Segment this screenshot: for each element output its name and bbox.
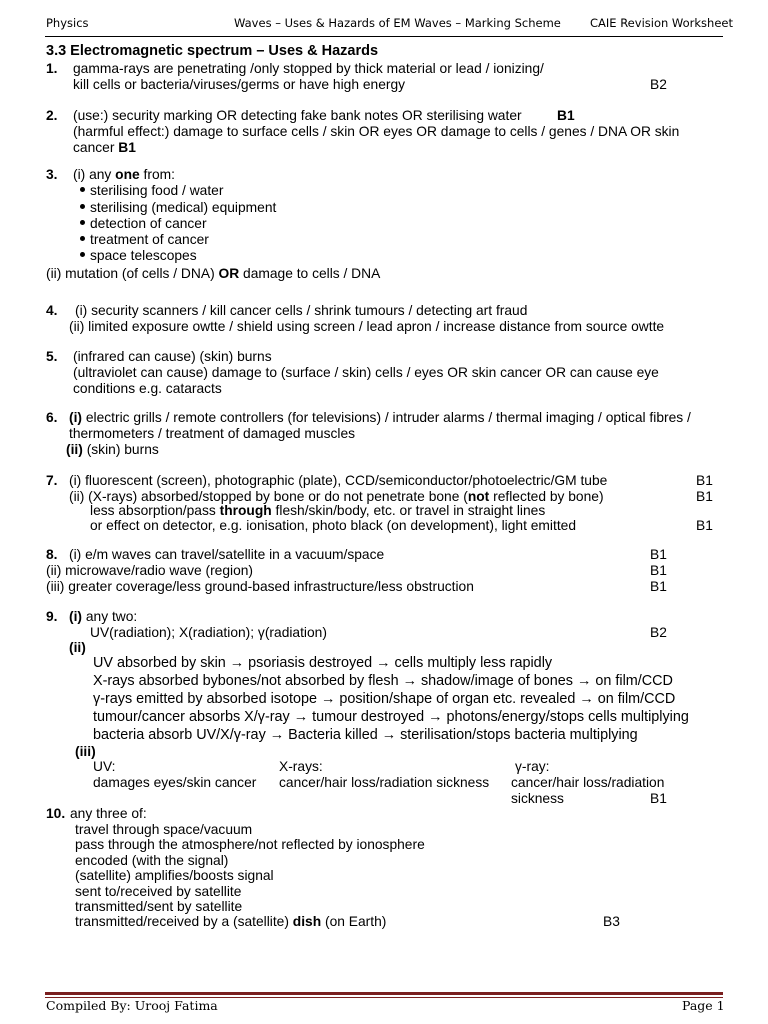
- q5-line-2: (ultraviolet can cause) damage to (surface / skin) cells / eyes OR skin cancer OR can cause eye: [73, 365, 659, 380]
- q7-line-3: less absorption/pass through flesh/skin/body, etc. or travel in straight lines: [90, 503, 546, 518]
- question-5-number: 5.: [46, 349, 58, 364]
- header-worksheet: CAIE Revision Worksheet: [590, 16, 733, 30]
- q8-line-1: (i) e/m waves can travel/satellite in a vacuum/space: [69, 547, 385, 562]
- q3-bullet-1: sterilising food / water: [80, 183, 223, 199]
- footer-rule-thick: [45, 992, 723, 995]
- q3-part-ii: (ii) mutation (of cells / DNA) OR damage to cells / DNA: [46, 266, 381, 281]
- q1-line-2: kill cells or bacteria/viruses/germs or have high energy: [73, 77, 406, 92]
- header-title: Waves – Uses & Hazards of EM Waves – Marking Scheme: [234, 16, 561, 30]
- question-6-number: 6.: [46, 410, 58, 425]
- q9-part-ii-label: (ii): [69, 640, 86, 655]
- q7-mark-2: B1: [696, 489, 713, 504]
- q10-line-1: any three of:: [70, 806, 147, 821]
- question-8-number: 8.: [46, 547, 58, 562]
- footer-compiled-by: Compiled By: Urooj Fatima: [46, 998, 218, 1013]
- q8-mark-3: B1: [650, 579, 667, 594]
- q2-line-3: cancer B1: [73, 140, 136, 155]
- header-subject: Physics: [46, 16, 89, 30]
- bullet-icon: [80, 187, 85, 192]
- q3-bullet-4: treatment of cancer: [80, 232, 209, 248]
- q9-part-i: (i) any two:: [69, 609, 138, 624]
- section-title: 3.3 Electromagnetic spectrum – Uses & Hazards: [46, 43, 379, 59]
- q9-ii-line-2: X-rays absorbed bybones/not absorbed by flesh → shadow/image of bones → on film/CCD: [93, 673, 673, 689]
- q10-mark: B3: [603, 914, 620, 929]
- q9-iii-cell-gamma-1: cancer/hair loss/radiation: [511, 775, 665, 790]
- q9-mark-iii: B1: [650, 791, 667, 806]
- footer-page-number: Page 1: [682, 998, 725, 1013]
- q3-line-1: (i) any one from:: [73, 167, 175, 182]
- header-rule: [45, 36, 723, 37]
- q10-point-4: (satellite) amplifies/boosts signal: [75, 868, 274, 883]
- q1-mark: B2: [650, 77, 667, 92]
- q1-line-1: gamma-rays are penetrating /only stopped by thick material or lead / ionizing/: [73, 61, 544, 76]
- q10-point-1: travel through space/vacuum: [75, 822, 253, 837]
- q9-part-iii-label: (iii): [75, 744, 96, 759]
- q8-mark-1: B1: [650, 547, 667, 562]
- q7-line-2: (ii) (X-rays) absorbed/stopped by bone or do not penetrate bone (not reflected by bone): [69, 489, 604, 504]
- q9-ii-line-5: bacteria absorb UV/X/γ-ray → Bacteria killed → sterilisation/stops bacteria multiplying: [93, 727, 638, 743]
- q4-line-2: (ii) limited exposure owtte / shield using screen / lead apron / increase distance from source owtte: [69, 319, 665, 334]
- bullet-icon: [80, 252, 85, 257]
- q9-iii-header-xrays: X-rays:: [279, 759, 323, 774]
- q3-bullet-5: space telescopes: [80, 248, 197, 264]
- question-7-number: 7.: [46, 473, 58, 488]
- q7-mark-3: B1: [696, 518, 713, 533]
- bullet-icon: [80, 220, 85, 225]
- q8-line-2: (ii) microwave/radio wave (region): [46, 563, 254, 578]
- question-3-number: 3.: [46, 167, 58, 182]
- q5-line-1: (infrared can cause) (skin) burns: [73, 349, 272, 364]
- q6-line-2: thermometers / treatment of damaged muscles: [69, 426, 356, 441]
- q9-ii-line-4: tumour/cancer absorbs X/γ-ray → tumour destroyed → photons/energy/stops cells multiplying: [93, 709, 689, 725]
- q9-iii-cell-uv: damages eyes/skin cancer: [93, 775, 257, 790]
- q10-point-3: encoded (with the signal): [75, 853, 229, 868]
- q2-line-2: (harmful effect:) damage to surface cells / skin OR eyes OR damage to cells / genes / DNA OR skin: [73, 124, 680, 139]
- q9-iii-cell-xrays: cancer/hair loss/radiation sickness: [279, 775, 490, 790]
- q3-bullet-3: detection of cancer: [80, 216, 207, 232]
- q10-point-7: transmitted/received by a (satellite) dish (on Earth): [75, 914, 387, 929]
- q4-line-1: (i) security scanners / kill cancer cells / shrink tumours / detecting art fraud: [75, 303, 528, 318]
- q9-mark-i: B2: [650, 625, 667, 640]
- question-2-number: 2.: [46, 108, 58, 123]
- q6-line-3: (ii) (skin) burns: [66, 442, 159, 457]
- q9-iii-header-uv: UV:: [93, 759, 116, 774]
- q7-line-4: or effect on detector, e.g. ionisation, photo black (on development), light emitted: [90, 518, 576, 533]
- q10-point-5: sent to/received by satellite: [75, 884, 242, 899]
- q9-ii-line-1: UV absorbed by skin → psoriasis destroyed → cells multiply less rapidly: [93, 655, 553, 671]
- question-4-number: 4.: [46, 303, 58, 318]
- q3-bullet-2: sterilising (medical) equipment: [80, 200, 276, 216]
- q7-mark-1: B1: [696, 473, 713, 488]
- q5-line-3: conditions e.g. cataracts: [73, 381, 222, 396]
- question-1-number: 1.: [46, 61, 58, 76]
- q9-iii-cell-gamma-2: sickness: [511, 791, 564, 806]
- q8-line-3: (iii) greater coverage/less ground-based infrastructure/less obstruction: [46, 579, 474, 594]
- bullet-icon: [80, 236, 85, 241]
- bullet-icon: [80, 204, 85, 209]
- q10-point-2: pass through the atmosphere/not reflected by ionosphere: [75, 837, 425, 852]
- question-9-number: 9.: [46, 609, 58, 624]
- q9-iii-header-gamma: γ-ray:: [515, 759, 550, 774]
- q7-line-1: (i) fluorescent (screen), photographic (plate), CCD/semiconductor/photoelectric/GM tube: [69, 473, 608, 488]
- q2-mark-1: B1: [557, 108, 575, 123]
- q6-line-1: (i) electric grills / remote controllers (for televisions) / intruder alarms / thermal imaging / optical fibres /: [69, 410, 691, 425]
- q9-part-i-line-2: UV(radiation); X(radiation); γ(radiation): [90, 625, 327, 640]
- q2-line-1: (use:) security marking OR detecting fake bank notes OR sterilising water: [73, 108, 522, 123]
- q8-mark-2: B1: [650, 563, 667, 578]
- q2-mark-2: B1: [118, 140, 136, 155]
- q10-point-6: transmitted/sent by satellite: [75, 899, 243, 914]
- q9-ii-line-3: γ-rays emitted by absorbed isotope → position/shape of organ etc. revealed → on film/CCD: [93, 691, 676, 707]
- question-10-number: 10.: [46, 806, 66, 821]
